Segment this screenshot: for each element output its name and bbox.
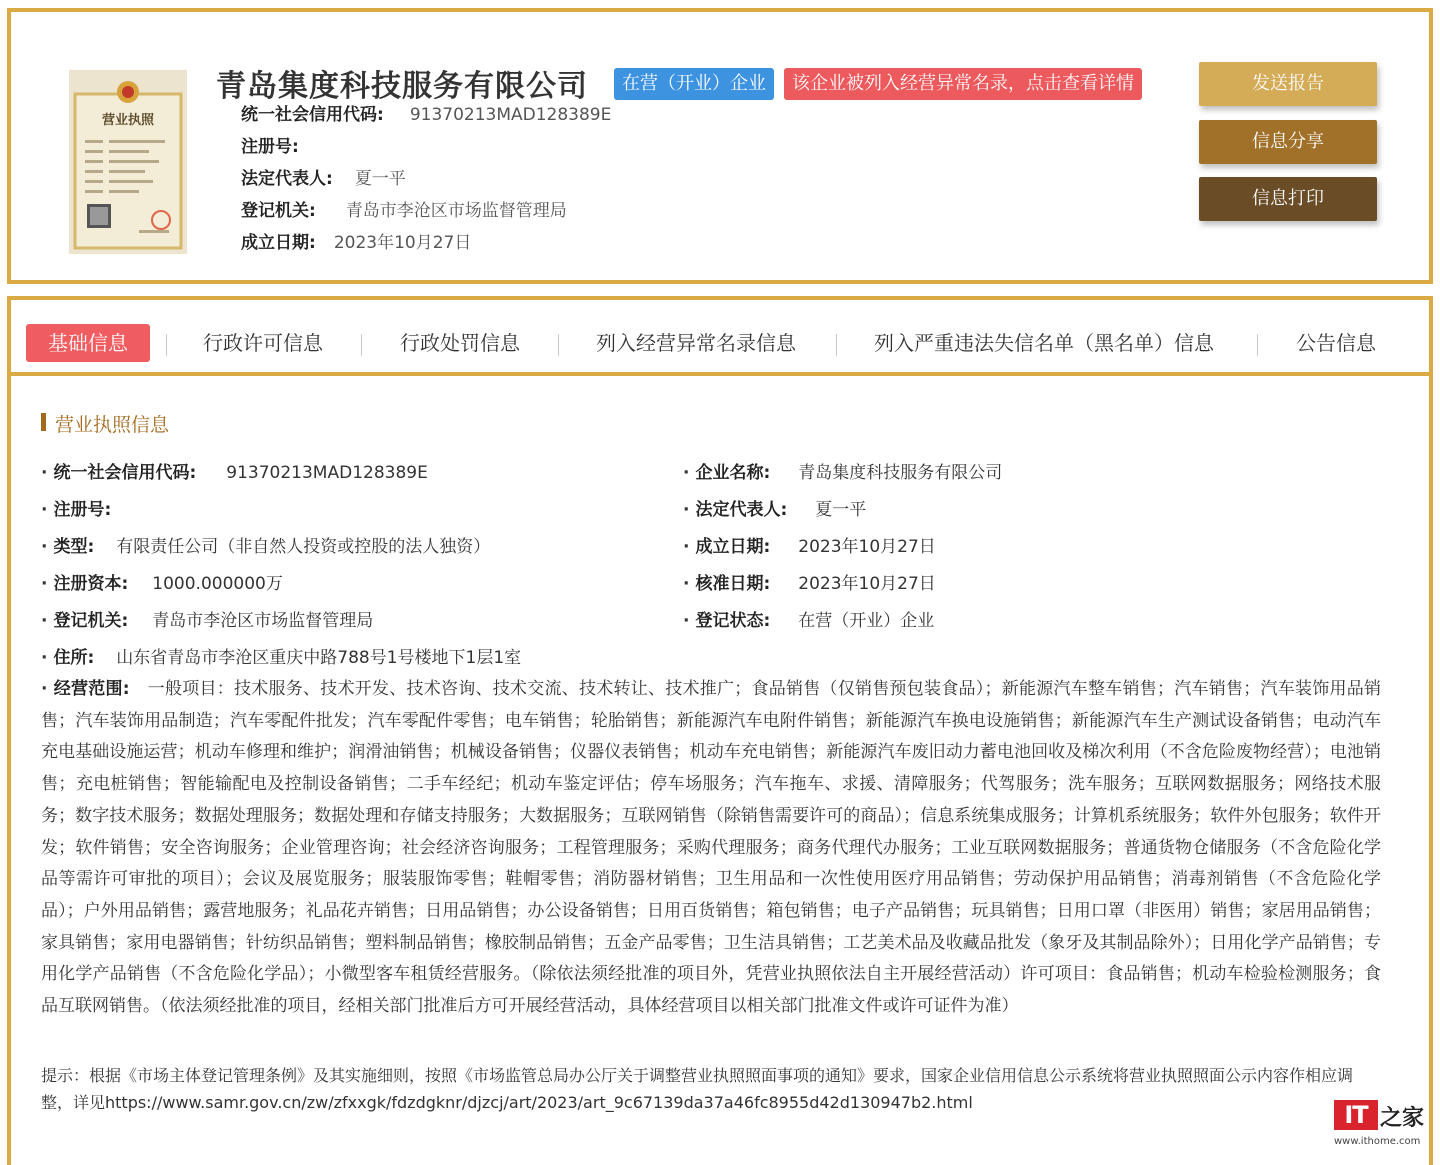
watermark-logo: IT	[1334, 1100, 1378, 1130]
tab-blacklist[interactable]: 列入严重违法失信名单（黑名单）信息	[874, 331, 1214, 355]
field-label: 登记状态:	[695, 611, 771, 631]
header-established-value: 2023年10月27日	[333, 233, 472, 253]
field-value: 1000.000000万	[152, 574, 283, 594]
header-credit-code-value: 91370213MAD128389E	[409, 105, 612, 125]
field-value: 91370213MAD128389E	[226, 463, 428, 483]
status-badge: 在营（开业）企业	[614, 68, 774, 100]
section-title-license-info: 营业执照信息	[41, 410, 169, 437]
field-label: 核准日期:	[695, 574, 771, 594]
tab-divider	[558, 334, 559, 356]
field-value: 山东省青岛市李沧区重庆中路788号1号楼地下1层1室	[116, 648, 522, 668]
field-value: 2023年10月27日	[798, 574, 936, 594]
field-value: 夏一平	[815, 500, 867, 520]
field-type: · 类型: 有限责任公司（非自然人投资或控股的法人独资）	[41, 537, 491, 557]
tab-divider	[1257, 334, 1258, 356]
field-credit-code: · 统一社会信用代码: 91370213MAD128389E	[41, 463, 428, 483]
tab-divider	[166, 334, 167, 356]
field-company-name: · 企业名称: 青岛集度科技服务有限公司	[683, 463, 1003, 483]
business-scope-text: 一般项目：技术服务、技术开发、技术咨询、技术交流、技术转让、技术推广；食品销售（仅销售预包装食品）；新能源汽车整车销售；汽车销售；汽车装饰用品销售；汽车装饰用品制造；汽车零配件批发；汽车零配件零售；电车销售；轮胎销售；新能源汽车电附件销售；新能源汽车换电设施销售；新能源汽车生产测试设备销售；电动汽车充电基础设施运营；机动车修理和维护；润滑油销售；机械设备销售；仪器仪表销售；机动车充电销售；新能源汽车废旧动力蓄电池回收及梯次利用（不含危险废物经营）；电池销售；充电桩销售；智能输配电及控制设备销售；二手车经纪；机动车鉴定评估；停车场服务；汽车拖车、求援、清障服务；代驾服务；洗车服务；互联网数据服务；网络技术服务；数字技术服务；数据处理服务；数据处理和存储支持服务；大数据服务；互联网销售（除销售需要许可的商品）；信息系统集成服务；计算机系统服务；软件外包服务；软件开发；软件销售；安全咨询服务；企业管理咨询；社会经济咨询服务；工程管理服务；采购代理服务；商务代理代办服务；工业互联网数据服务；普通货物仓储服务（不含危险化学品等需许可审批的项目）；会议及展览服务；服装服饰零售；鞋帽零售；消防器材销售；卫生用品和一次性使用医疗用品销售；劳动保护用品销售；消毒剂销售（不含危险化学品）；户外用品销售；露营地服务；礼品花卉销售；日用品销售；办公设备销售；日用百货销售；箱包销售；电子产品销售；玩具销售；日用口罩（非医用）销售；家居用品销售；家具销售；家用电器销售；针纺织品销售；塑料制品销售；橡胶制品销售；五金产品零售；卫生洁具销售；工艺美术品及收藏品批发（象牙及其制品除外）；日用化学产品销售；专用化学产品销售（不含危险化学品）；小微型客车租赁经营服务。（除依法须经批准的项目外，凭营业执照依法自主开展经营活动）许可项目：食品销售；机动车检验检测服务；食品互联网销售。（依法须经批准的项目，经相关部门批准后方可开展经营活动，具体经营项目以相关部门批准文件或许可证件为准）	[41, 679, 1381, 1017]
field-value: 2023年10月27日	[798, 537, 936, 557]
share-info-button[interactable]: 信息分享	[1199, 120, 1377, 164]
tab-bar	[11, 300, 1429, 376]
header-legal-rep	[241, 164, 406, 189]
detail-panel	[7, 296, 1433, 1165]
field-label: 类型:	[53, 537, 95, 557]
field-authority: · 登记机关: 青岛市李沧区市场监督管理局	[41, 611, 374, 631]
header-credit-code	[241, 100, 611, 125]
field-value: 青岛市李沧区市场监督管理局	[152, 611, 374, 631]
field-reg-no: · 注册号:	[41, 500, 112, 520]
tab-abnormal-list[interactable]: 列入经营异常名录信息	[596, 331, 796, 355]
notice-tip: 提示：根据《市场主体登记管理条例》及其实施细则，按照《市场监管总局办公厅关于调整营业执照照面事项的通知》要求，国家企业信用信息公示系统将营业执照照面公示内容作相应调整，详见https://www.samr.gov.cn/zw/zfxxgk/fdzdgknr/djzcj/art/2023/art_9c67139da37a46fc8955d42d130947b2.html	[41, 1066, 1354, 1112]
field-label: 统一社会信用代码:	[53, 463, 197, 483]
header-legal-rep-label: 法定代表人:	[241, 169, 333, 189]
watermark-char: 之家	[1380, 1106, 1425, 1131]
ithome-watermark	[1334, 1100, 1424, 1152]
field-label: 企业名称:	[695, 463, 771, 483]
header-authority-value: 青岛市李沧区市场监督管理局	[345, 201, 567, 221]
field-capital: · 注册资本: 1000.000000万	[41, 574, 283, 594]
field-legal-rep: · 法定代表人: 夏一平	[683, 500, 867, 520]
tab-divider	[361, 334, 362, 356]
header-legal-rep-value: 夏一平	[354, 169, 406, 189]
company-header-card	[7, 8, 1433, 284]
header-reg-no-label: 注册号:	[241, 137, 299, 157]
company-name-title: 青岛集度科技服务有限公司	[216, 69, 588, 104]
field-value: 有限责任公司（非自然人投资或控股的法人独资）	[116, 537, 491, 557]
send-report-button[interactable]: 发送报告	[1199, 62, 1377, 106]
license-image-title: 营业执照	[101, 113, 155, 128]
field-value: 青岛集度科技服务有限公司	[798, 463, 1003, 483]
header-established	[241, 228, 471, 253]
field-business-scope: · 经营范围: 一般项目：技术服务、技术开发、技术咨询、技术交流、技术转让、技术推广；食品销售（仅销售预包装食品）；新能源汽车整车销售；汽车销售；汽车装饰用品销售；汽车装饰用品制造；汽车零配件批发；汽车零配件零售；电车销售；轮胎销售；新能源汽车电附件销售；新能源汽车换电设施销售；新能源汽车生产测试设备销售；电动汽车充电基础设施运营；机动车修理和维护；润滑油销售；机械设备销售；仪器仪表销售；机动车充电销售；新能源汽车废旧动力蓄电池回收及梯次利用（不含危险废物经营）；电池销售；充电桩销售；智能输配电及控制设备销售；二手车经纪；机动车鉴定评估；停车场服务；汽车拖车、求援、清障服务；代驾服务；洗车服务；互联网数据服务；网络技术服务；数字技术服务；数据处理服务；数据处理和存储支持服务；大数据服务；互联网销售（除销售需要许可的商品）；信息系统集成服务；计算机系统服务；软件外包服务；软件开发；软件销售；安全咨询服务；企业管理咨询；社会经济咨询服务；工程管理服务；采购代理服务；商务代理代办服务；工业互联网数据服务；普通货物仓储服务（不含危险化学品等需许可审批的项目）；会议及展览服务；服装服饰零售；鞋帽零售；消防器材销售；卫生用品和一次性使用医疗用品销售；劳动保护用品销售；消毒剂销售（不含危险化学品）；户外用品销售；露营地服务；礼品花卉销售；日用品销售；办公设备销售；日用百货销售；箱包销售；电子产品销售；玩具销售；日用口罩（非医用）销售；家居用品销售；家具销售；家用电器销售；针纺织品销售；塑料制品销售；橡胶制品销售；五金产品零售；卫生洁具销售；工艺美术品及收藏品批发（象牙及其制品除外）；日用化学产品销售；专用化学产品销售（不含危险化学品）；小微型客车租赁经营服务。（除依法须经批准的项目外，凭营业执照依法自主开展经营活动）许可项目：食品销售；机动车检验检测服务；食品互联网销售。（依法须经批准的项目，经相关部门批准后方可开展经营活动，具体经营项目以相关部门批准文件或许可证件为准）	[41, 679, 1381, 1017]
field-label: 注册号:	[53, 500, 112, 520]
field-label: 经营范围:	[53, 679, 130, 699]
field-label: 成立日期:	[695, 537, 771, 557]
field-label: 注册资本:	[53, 574, 129, 594]
header-authority-label: 登记机关:	[241, 201, 316, 221]
print-info-button[interactable]: 信息打印	[1199, 177, 1377, 221]
field-established: · 成立日期: 2023年10月27日	[683, 537, 936, 557]
tab-divider	[836, 334, 837, 356]
watermark-url: www.ithome.com	[1334, 1136, 1421, 1147]
field-label: 住所:	[53, 648, 95, 668]
tab-basic-info[interactable]: 基础信息	[26, 324, 150, 362]
field-approved: · 核准日期: 2023年10月27日	[683, 574, 936, 594]
header-reg-no	[241, 132, 319, 157]
business-license-image	[69, 70, 187, 254]
abnormal-list-notice-button[interactable]: 该企业被列入经营异常名录，点击查看详情	[784, 68, 1142, 100]
header-authority	[241, 196, 567, 221]
field-label: 法定代表人:	[695, 500, 788, 520]
header-credit-code-label: 统一社会信用代码:	[241, 105, 384, 125]
tab-admin-license[interactable]: 行政许可信息	[203, 331, 323, 355]
field-value: 在营（开业）企业	[798, 611, 935, 631]
header-established-label: 成立日期:	[241, 233, 316, 253]
tab-admin-penalty[interactable]: 行政处罚信息	[400, 331, 520, 355]
field-label: 登记机关:	[53, 611, 129, 631]
field-address: · 住所: 山东省青岛市李沧区重庆中路788号1号楼地下1层1室	[41, 648, 522, 668]
field-reg-status: · 登记状态: 在营（开业）企业	[683, 611, 935, 631]
tab-announcements[interactable]: 公告信息	[1296, 331, 1376, 355]
